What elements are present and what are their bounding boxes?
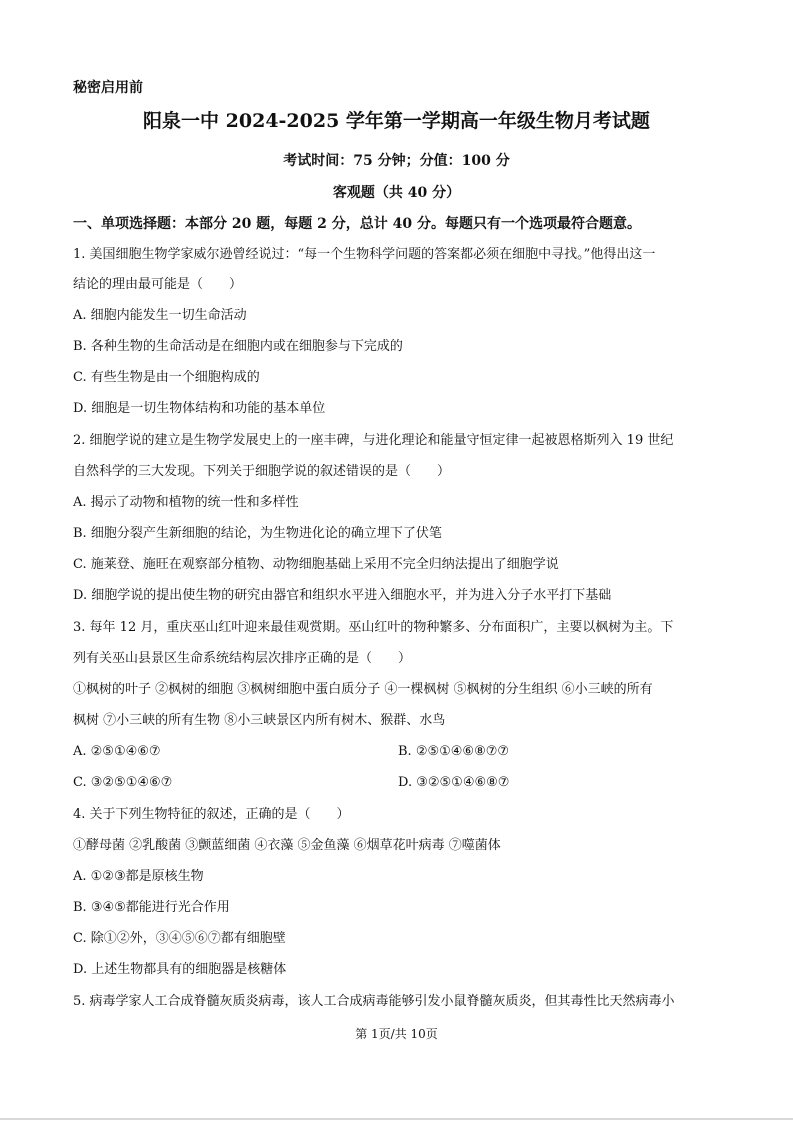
question-3-option-b: B. ②⑤①④⑥⑧⑦⑦ — [398, 744, 510, 759]
question-3-stem-line-2: 列有关巫山县景区生命系统结构层次排序正确的是（ ） — [73, 651, 412, 666]
exam-title: 阳泉一中 2024-2025 学年第一学期高一年级生物月考试题 — [143, 110, 650, 132]
question-4-option-a: A. ①②③都是原核生物 — [73, 869, 204, 884]
question-1-stem-line-1: 1. 美国细胞生物学家威尔逊曾经说过：“每一个生物科学问题的答案都必须在细胞中寻找。”他得出这一 — [73, 247, 656, 262]
question-3-option-c: C. ③②⑤①④⑥⑦ — [73, 775, 173, 790]
question-4-option-d: D. 上述生物都具有的细胞器是核糖体 — [73, 962, 287, 977]
section-heading: 客观题（共 40 分） — [332, 185, 461, 201]
question-2-option-c: C. 施莱登、施旺在观察部分植物、动物细胞基础上采用不完全归纳法提出了细胞学说 — [73, 557, 559, 572]
confidential-label: 秘密启用前 — [73, 80, 143, 96]
bottom-divider — [0, 1118, 793, 1120]
question-2-option-a: A. 揭示了动物和植物的统一性和多样性 — [73, 495, 299, 510]
question-2-option-d: D. 细胞学说的提出使生物的研究由器官和组织水平进入细胞水平，并为进入分子水平打下基础 — [73, 588, 612, 603]
section-instructions: 一、单项选择题：本部分 20 题，每题 2 分，总计 40 分。每题只有一个选项最符合题意。 — [73, 216, 641, 232]
question-3-option-d: D. ③②⑤①④⑥⑧⑦ — [398, 775, 510, 790]
question-1-option-c: C. 有些生物是由一个细胞构成的 — [73, 370, 260, 385]
question-1-option-d: D. 细胞是一切生物体结构和功能的基本单位 — [73, 401, 326, 416]
question-1-option-a: A. 细胞内能发生一切生命活动 — [73, 308, 247, 323]
exam-meta: 考试时间：75 分钟；分值：100 分 — [283, 153, 510, 169]
question-2-stem-line-2: 自然科学的三大发现。下列关于细胞学说的叙述错误的是（ ） — [73, 464, 451, 479]
question-2-option-b: B. 细胞分裂产生新细胞的结论，为生物进化论的确立埋下了伏笔 — [73, 526, 442, 541]
question-3-option-a: A. ②⑤①④⑥⑦ — [73, 744, 161, 759]
question-4-option-b: B. ③④⑤都能进行光合作用 — [73, 900, 230, 915]
question-3-items-line-1: ①枫树的叶子 ②枫树的细胞 ③枫树细胞中蛋白质分子 ④一棵枫树 ⑤枫树的分生组织 ⑥小三峡的所有 — [73, 682, 653, 697]
question-4-option-c: C. 除①②外，③④⑤⑥⑦都有细胞壁 — [73, 931, 286, 946]
question-5-stem-line-1: 5. 病毒学家人工合成脊髓灰质炎病毒，该人工合成病毒能够引发小鼠脊髓灰质炎，但其毒性比天然病毒小 — [73, 994, 675, 1009]
question-2-stem-line-1: 2. 细胞学说的建立是生物学发展史上的一座丰碑，与进化理论和能量守恒定律一起被恩格斯列入 19 世纪 — [73, 433, 674, 448]
question-3-items-line-2: 枫树 ⑦小三峡的所有生物 ⑧小三峡景区内所有树木、猴群、水鸟 — [73, 713, 446, 728]
question-4-stem-line-1: 4. 关于下列生物特征的叙述，正确的是（ ） — [73, 807, 350, 822]
question-4-items-line: ①酵母菌 ②乳酸菌 ③颤蓝细菌 ④衣藻 ⑤金鱼藻 ⑥烟草花叶病毒 ⑦噬菌体 — [73, 838, 501, 853]
question-1-option-b: B. 各种生物的生命活动是在细胞内或在细胞参与下完成的 — [73, 339, 403, 354]
question-3-stem-line-1: 3. 每年 12 月，重庆巫山红叶迎来最佳观赏期。巫山红叶的物种繁多、分布面积广，主要以枫树为主。下 — [73, 620, 674, 635]
question-1-stem-line-2: 结论的理由最可能是（ ） — [73, 277, 243, 292]
page-number: 第 1页/共 10页 — [355, 1027, 438, 1041]
